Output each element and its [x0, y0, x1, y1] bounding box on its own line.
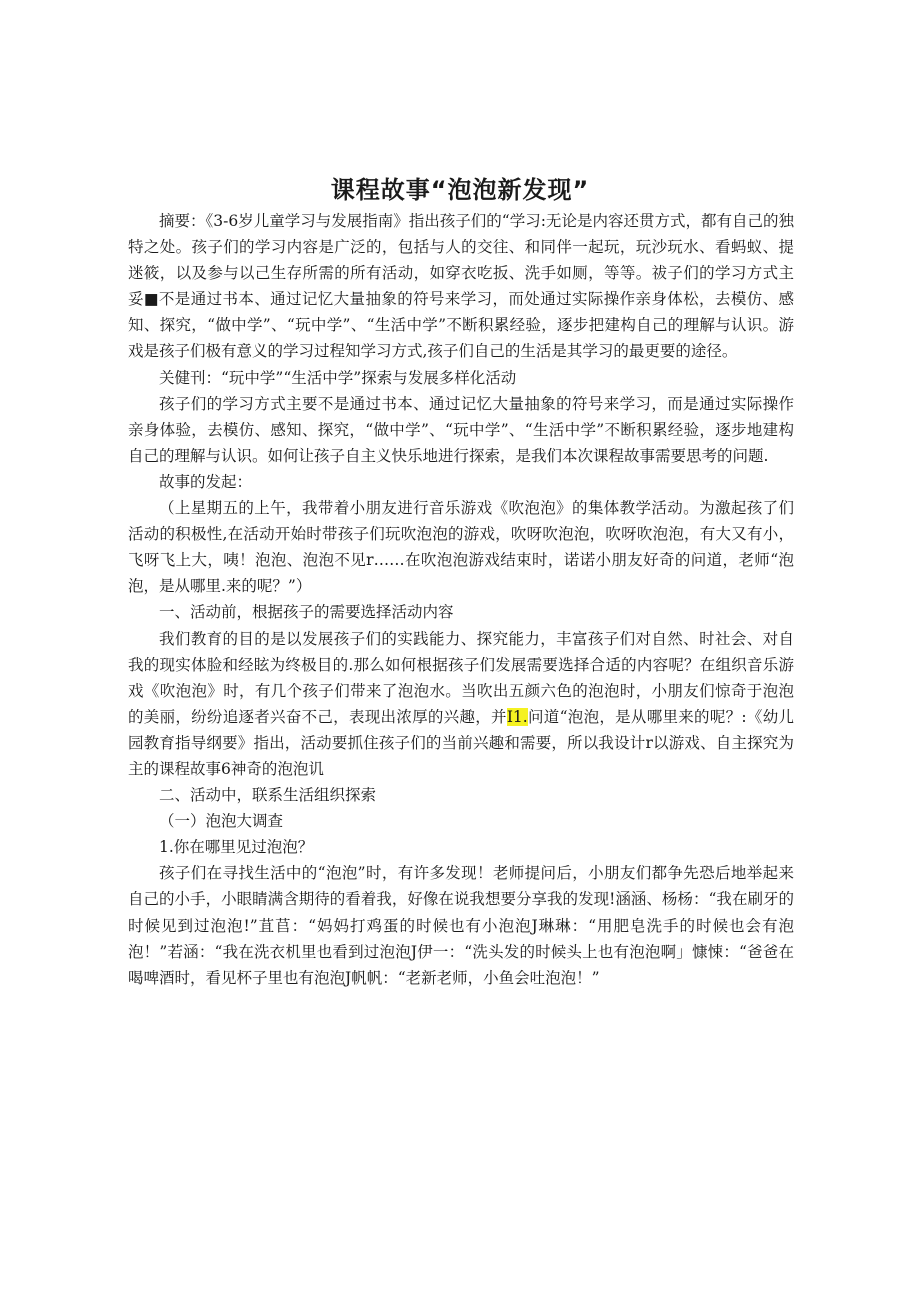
section-heading: 二、活动中，联系生活组织探索	[159, 786, 377, 805]
document-body	[128, 208, 794, 991]
text-run: 我们教育的目的是以发展孩子们的实践能力、探究能力，丰富孩子们对自然、时社会、对自我的现实体脸和经眩为终极目的.那么如何根据孩子们发展需要选择合适的内容呢？在组织音乐游戏《吹泡泡》时，有几个孩子们带来了泡泡水。当吹出五颜六色的泡泡时，小朋友们惊奇于泡泡的美丽，纷纷追逐者兴奋不己，表现出浓厚的兴趣，并	[128, 629, 794, 726]
section-heading: 一、活动前，根据孩子的需要选择活动内容	[159, 603, 454, 622]
question-heading: 1.你在哪里见过泡泡？	[159, 838, 314, 857]
keywords-paragraph: 关健刊：“玩中学”“生活中学”探索与发展多样化活动	[159, 368, 517, 387]
highlighted-text: I1.	[506, 707, 528, 726]
body-paragraph: 孩子们的学习方式主要不是通过书本、通过记忆大量抽象的符号来学习，而是通过实际操作亲身体验，去模仿、感知、探究，“做中学”、“玩中学”、“生活中学”不断积累经验，逐步地建构自己的理解与认识。如何让孩子自主义快乐地进行探索，是我们本次课程故事需要思考的问题.	[128, 394, 794, 465]
section-heading: 故事的发起：	[159, 472, 253, 491]
subsection-heading: （一）泡泡大调查	[159, 812, 284, 831]
abstract-paragraph: 摘要：《3-6岁儿童学习与发展指南》指出孩子们的“学习:无论是内容还贯方式，都有自己的独特之处。孩子们的学习内容是广泛的，包括与人的交往、和同伴一起玩，玩沙玩水、看蚂蚁、提迷筱，以及参与以己生存所需的所有活动，如穿衣吃扳、洗手如厕，等等。祓子们的学习方式主妥■不是通过书本、通过记忆大量抽象的符号来学习，而处通过实际操作亲身体松，去模仿、感知、探究，“做中学”、“玩中学”、“生活中学”不断积累经验，逐步把建构自己的理解与认识。游戏是孩子们极有意义的学习过程知学习方式,孩子们自己的生活是其学习的最更要的途径。	[128, 212, 794, 361]
body-paragraph: 孩子们在寻找生活中的“泡泡”时，有许多发现！老师提问后，小朋友们都争先恐后地举起来自己的小手，小眼睛满含期待的看着我，好像在说我想要分享我的发现!涵涵、杨杨：“我在刷牙的时候见到过泡泡!”苴苢：“妈妈打鸡蛋的时候也有小泡泡J琳琳：“用肥皂洗手的时候也会有泡泡！”若涵：“我在洗衣机里也看到过泡泡J伊一：“洗头发的时候头上也有泡泡啊」慷悚：“爸爸在喝啤酒时，看见杯子里也有泡泡J帆帆：“老新老师，小鱼会吐泡泡！”	[128, 864, 794, 987]
body-paragraph	[128, 626, 794, 783]
body-paragraph: （上星期五的上午，我带着小朋友进行音乐游戏《吹泡泡》的集体教学活动。为激起孩了们活动的积极性,在活动开始时带孩子们玩吹泡泡的游戏，吹呀吹泡泡，吹呀吹泡泡，有大又有小，飞呀飞上大，咦！泡泡、泡泡不见r……在吹泡泡游戏结束时，诺诺小朋友好奇的问道，老师“泡泡，是从哪里.来的呢？”）	[128, 499, 794, 596]
document-title: 课程故事“泡泡新发现”	[330, 176, 590, 204]
text-run: 问道“泡泡，是从哪里来的呢？:《幼儿园教育指导纲要》指出，活动要抓住孩子们的当前兴趣和需要，所以我设计r以游戏、自主探究为主的课程故事6神奇的泡泡讥	[128, 707, 794, 778]
